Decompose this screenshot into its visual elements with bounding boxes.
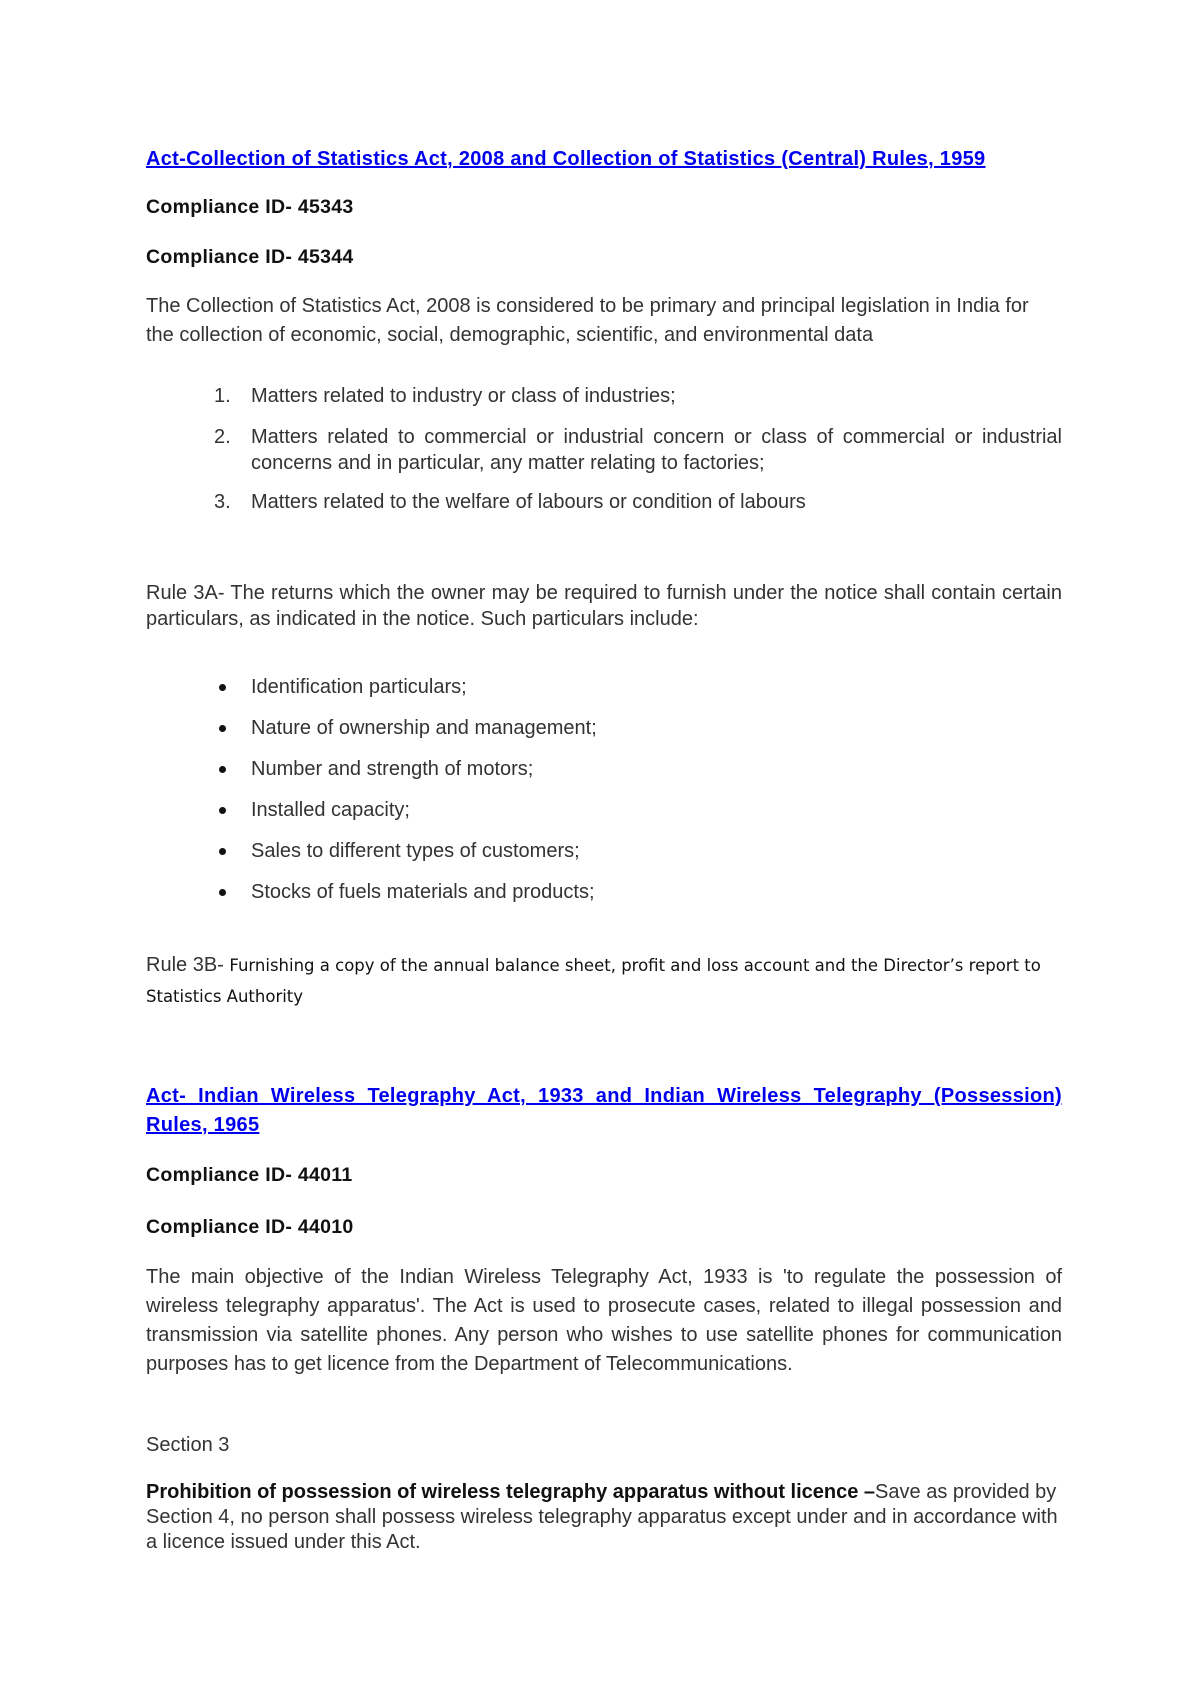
list-item-text: Matters related to industry or class of industries; (251, 385, 676, 407)
act2-intro-paragraph: The main objective of the Indian Wireless Telegraphy Act, 1933 is 'to regulate the possession of wireless telegraphy apparatus'. The Act is used to prosecute cases, related to illegal possession and transmission via satellite phones. Any person who wishes to use satellite phones for communication purposes has to get licence from the Department of Telecommunications. (146, 1266, 1062, 1375)
list-item-text: Nature of ownership and management; (251, 717, 597, 739)
rule-3b-text: Furnishing a copy of the annual balance sheet, profit and loss account and the Director’s report to Statistics Authority (146, 956, 1041, 1006)
rule-3b-label: Rule 3B- (146, 954, 230, 976)
section-3-text: Save as provided by Section 4, no person shall possess wireless telegraphy apparatus except under and in accordance with a licence issued under this Act. (146, 1481, 1058, 1553)
bullet-dot-icon (219, 766, 226, 773)
act2-compliance-id-2: Compliance ID- 44010 (146, 1216, 354, 1238)
list-item-text: Sales to different types of customers; (251, 840, 580, 862)
rule-3b-paragraph (146, 950, 1062, 1012)
list-item-text: Stocks of fuels materials and products; (251, 881, 595, 903)
list-item-text: Number and strength of motors; (251, 758, 534, 780)
list-item-text: Matters related to the welfare of labours or condition of labours (251, 491, 806, 513)
act2-title-link[interactable]: Act- Indian Wireless Telegraphy Act, 1933 and Indian Wireless Telegraphy (Possession) Rules, 1965 (146, 1085, 1062, 1136)
list-item-text: Identification particulars; (251, 676, 467, 698)
list-marker: 2. (214, 426, 231, 448)
section-3-bold-title: Prohibition of possession of wireless telegraphy apparatus without licence – (146, 1481, 876, 1503)
act2-compliance-id-1: Compliance ID- 44011 (146, 1164, 353, 1186)
bullet-dot-icon (219, 725, 226, 732)
bullet-dot-icon (219, 889, 226, 896)
list-item-text: Matters related to commercial or industrial concern or class of commercial or industrial concerns and in particular, any matter relating to factories; (251, 426, 1062, 474)
list-marker: 1. (214, 385, 231, 407)
bullet-dot-icon (219, 684, 226, 691)
act1-title-link[interactable]: Act-Collection of Statistics Act, 2008 and Collection of Statistics (Central) Rules, 1959 (146, 148, 986, 170)
bullet-dot-icon (219, 848, 226, 855)
list-marker: 3. (214, 491, 231, 513)
act1-compliance-id-1: Compliance ID- 45343 (146, 196, 354, 218)
act1-compliance-id-2: Compliance ID- 45344 (146, 246, 354, 268)
section-3-paragraph (146, 1480, 1062, 1555)
bullet-dot-icon (219, 807, 226, 814)
document-page (146, 0, 1062, 1698)
rule-3a-paragraph: Rule 3A- The returns which the owner may be required to furnish under the notice shall contain certain particulars, as indicated in the notice. Such particulars include: (146, 582, 1062, 630)
section-3-heading: Section 3 (146, 1434, 230, 1456)
list-item-text: Installed capacity; (251, 799, 410, 821)
act1-intro-paragraph: The Collection of Statistics Act, 2008 is considered to be primary and principal legislation in India for the collection of economic, social, demographic, scientific, and environmental data (146, 295, 1029, 346)
